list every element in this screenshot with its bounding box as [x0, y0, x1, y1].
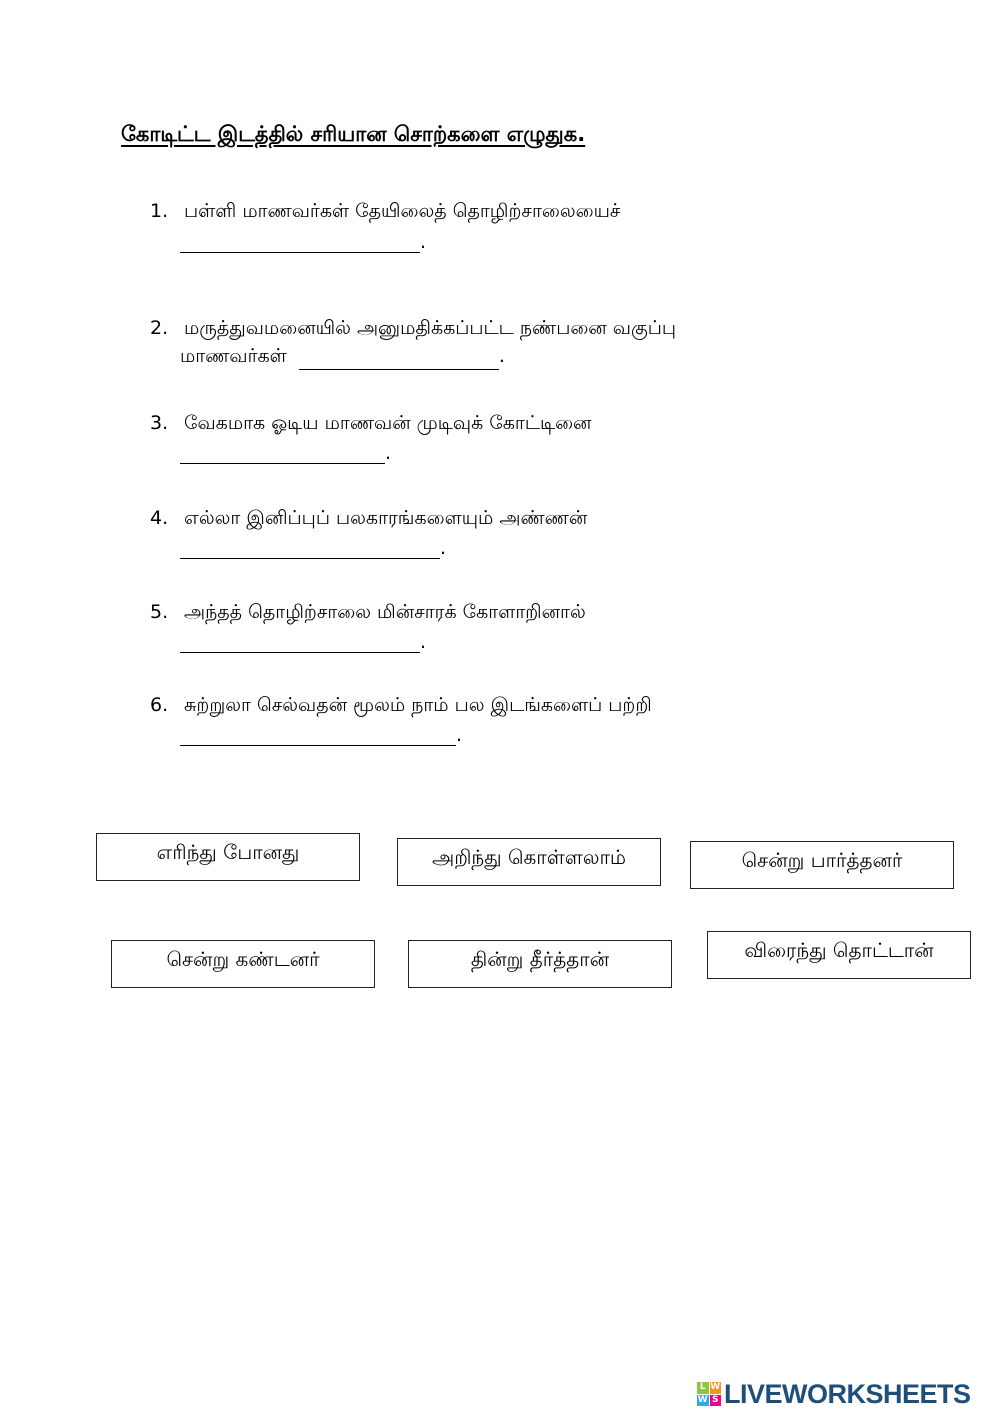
- question-end: .: [420, 231, 427, 253]
- logo-brand-text: LIVEWORKSHEETS: [724, 1378, 971, 1409]
- question-number: 5.: [150, 601, 169, 623]
- question-end: .: [456, 724, 463, 746]
- answer-blank-6[interactable]: [180, 723, 456, 746]
- word-option-5[interactable]: தின்று தீர்த்தான்: [408, 940, 672, 988]
- question-text: சுற்றுலா செல்வதன் மூலம் நாம் பல இடங்களைப் பற்றி: [184, 694, 652, 716]
- answer-blank-5[interactable]: [180, 630, 420, 653]
- answer-blank-1[interactable]: [180, 230, 420, 253]
- question-end: .: [498, 345, 505, 367]
- question-4: [150, 507, 588, 559]
- question-end: .: [385, 442, 392, 464]
- question-1: [150, 200, 621, 253]
- question-end: .: [420, 631, 427, 653]
- question-number: 2.: [150, 317, 169, 339]
- question-number: 1.: [150, 200, 169, 222]
- answer-blank-4[interactable]: [180, 536, 440, 559]
- question-text: அந்தத் தொழிற்சாலை மின்சாரக் கோளாறினால்: [184, 601, 586, 623]
- question-end: .: [440, 537, 447, 559]
- question-number: 6.: [150, 694, 169, 716]
- word-option-2[interactable]: அறிந்து கொள்ளலாம்: [397, 838, 661, 886]
- question-6: [150, 694, 652, 746]
- liveworksheets-logo: [697, 1380, 971, 1408]
- word-option-1[interactable]: எரிந்து போனது: [96, 833, 360, 881]
- word-option-3[interactable]: சென்று பார்த்தனர்: [690, 841, 954, 889]
- word-option-4[interactable]: சென்று கண்டனர்: [111, 940, 375, 988]
- question-text: மருத்துவமனையில் அனுமதிக்கப்பட்ட நண்பனை வகுப்பு: [184, 317, 677, 339]
- worksheet-title: கோடிட்ட இடத்தில் சரியான சொற்களை எழுதுக.: [121, 122, 586, 146]
- question-text: பள்ளி மாணவர்கள் தேயிலைத் தொழிற்சாலையைச்: [184, 200, 621, 222]
- question-3: [150, 412, 592, 464]
- question-text-line2: மாணவர்கள்: [180, 345, 287, 367]
- question-2: [150, 317, 677, 367]
- question-number: 4.: [150, 507, 169, 529]
- word-option-6[interactable]: விரைந்து தொட்டான்: [707, 931, 971, 979]
- question-5: [150, 601, 586, 653]
- question-text: வேகமாக ஓடிய மாணவன் முடிவுக் கோட்டினை: [184, 412, 592, 434]
- question-number: 3.: [150, 412, 169, 434]
- question-text: எல்லா இனிப்புப் பலகாரங்களையும் அண்ணன்: [184, 507, 588, 529]
- answer-blank-3[interactable]: [180, 441, 385, 464]
- answer-blank-2[interactable]: [299, 347, 499, 370]
- logo-mark-icon: L W W S: [697, 1382, 721, 1405]
